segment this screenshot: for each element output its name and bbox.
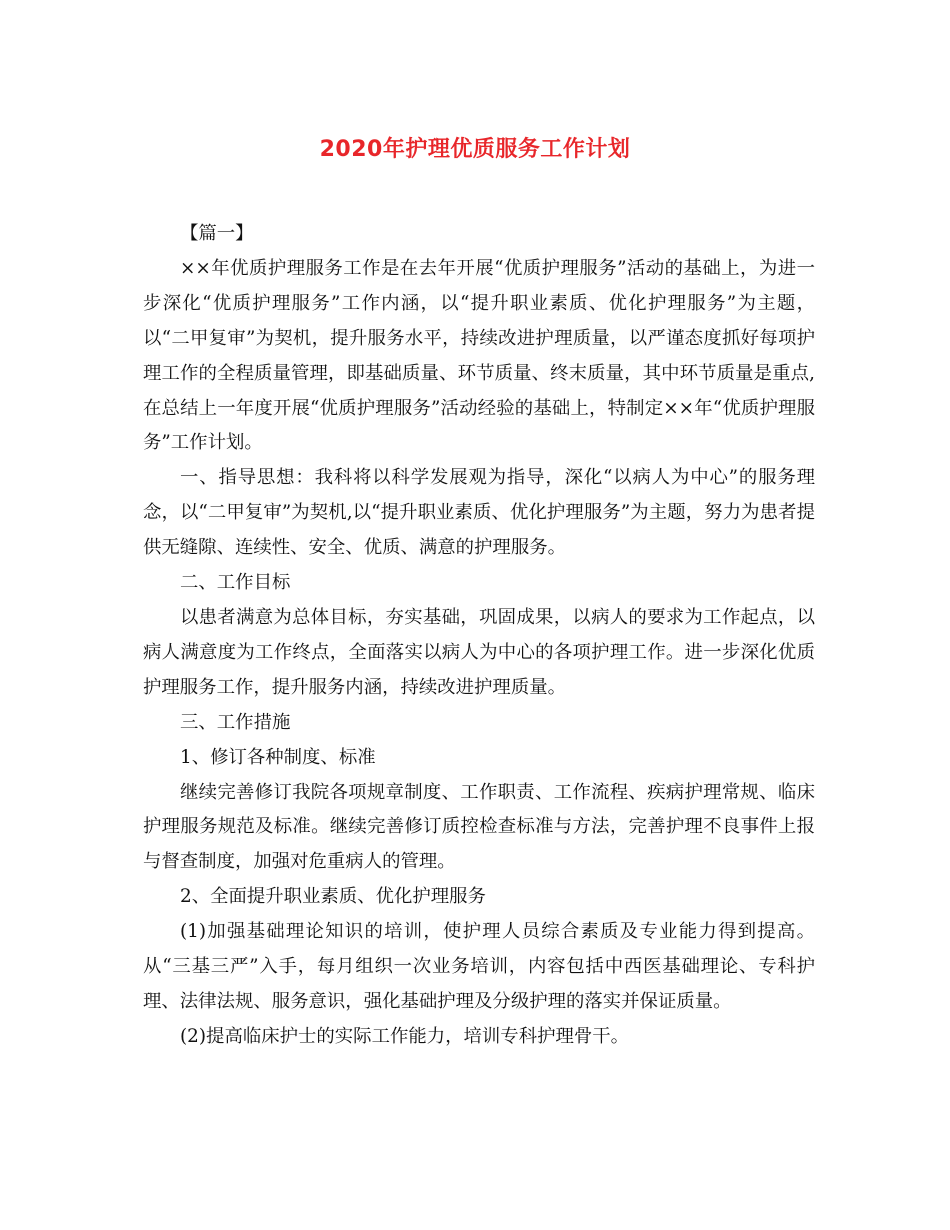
document-title: 2020年护理优质服务工作计划 xyxy=(319,137,631,162)
body-paragraph-guiding-idea: 一、指导思想：我科将以科学发展观为指导，深化“以病人为中心”的服务理念，以“二甲复审”为契机,以“提升职业素质、优化护理服务”为主题，努力为患者提供无缝隙、连续性、安全、优质、满意的护理服务。 xyxy=(143,467,815,559)
section-heading-work-measures: 三、工作措施 xyxy=(180,711,291,733)
body-paragraph-work-goals: 以患者满意为总体目标，夯实基础，巩固成果，以病人的要求为工作起点，以病人满意度为工作终点，全面落实以病人为中心的各项护理工作。进一步深化优质护理服务工作，提升服务内涵，持续改进护理质量。 xyxy=(143,606,815,698)
subheading-improve-quality: 2、全面提升职业素质、优化护理服务 xyxy=(180,886,486,908)
body-paragraph-intro: ××年优质护理服务工作是在去年开展“优质护理服务”活动的基础上，为进一步深化“优质护理服务”工作内涵，以“提升职业素质、优化护理服务”为主题，以“二甲复审”为契机，提升服务水平，持续改进护理质量，以严谨态度抓好每项护理工作的全程质量管理，即基础质量、环节质量、终末质量，其中环节质量是重点,在总结上一年度开展“优质护理服务”活动经验的基础上，特制定××年“优质护理服务”工作计划。 xyxy=(143,257,815,454)
section-heading-part-one: 【篇一】 xyxy=(180,223,254,244)
document-body xyxy=(143,217,815,1055)
subheading-revise-rules: 1、修订各种制度、标准 xyxy=(180,746,376,768)
body-paragraph-clinical-ability: (2)提高临床护士的实际工作能力，培训专科护理骨干。 xyxy=(180,1025,630,1047)
body-paragraph-training: (1)加强基础理论知识的培训，使护理人员综合素质及专业能力得到提高。从“三基三严”入手，每月组织一次业务培训，内容包括中西医基础理论、专科护理、法律法规、服务意识，强化基础护理及分级护理的落实并保证质量。 xyxy=(143,921,815,1012)
section-heading-work-goals: 二、工作目标 xyxy=(180,572,291,594)
body-paragraph-revise-rules: 继续完善修订我院各项规章制度、工作职责、工作流程、疾病护理常规、临床护理服务规范及标准。继续完善修订质控检查标准与方法，完善护理不良事件上报与督查制度，加强对危重病人的管理。 xyxy=(143,781,815,873)
